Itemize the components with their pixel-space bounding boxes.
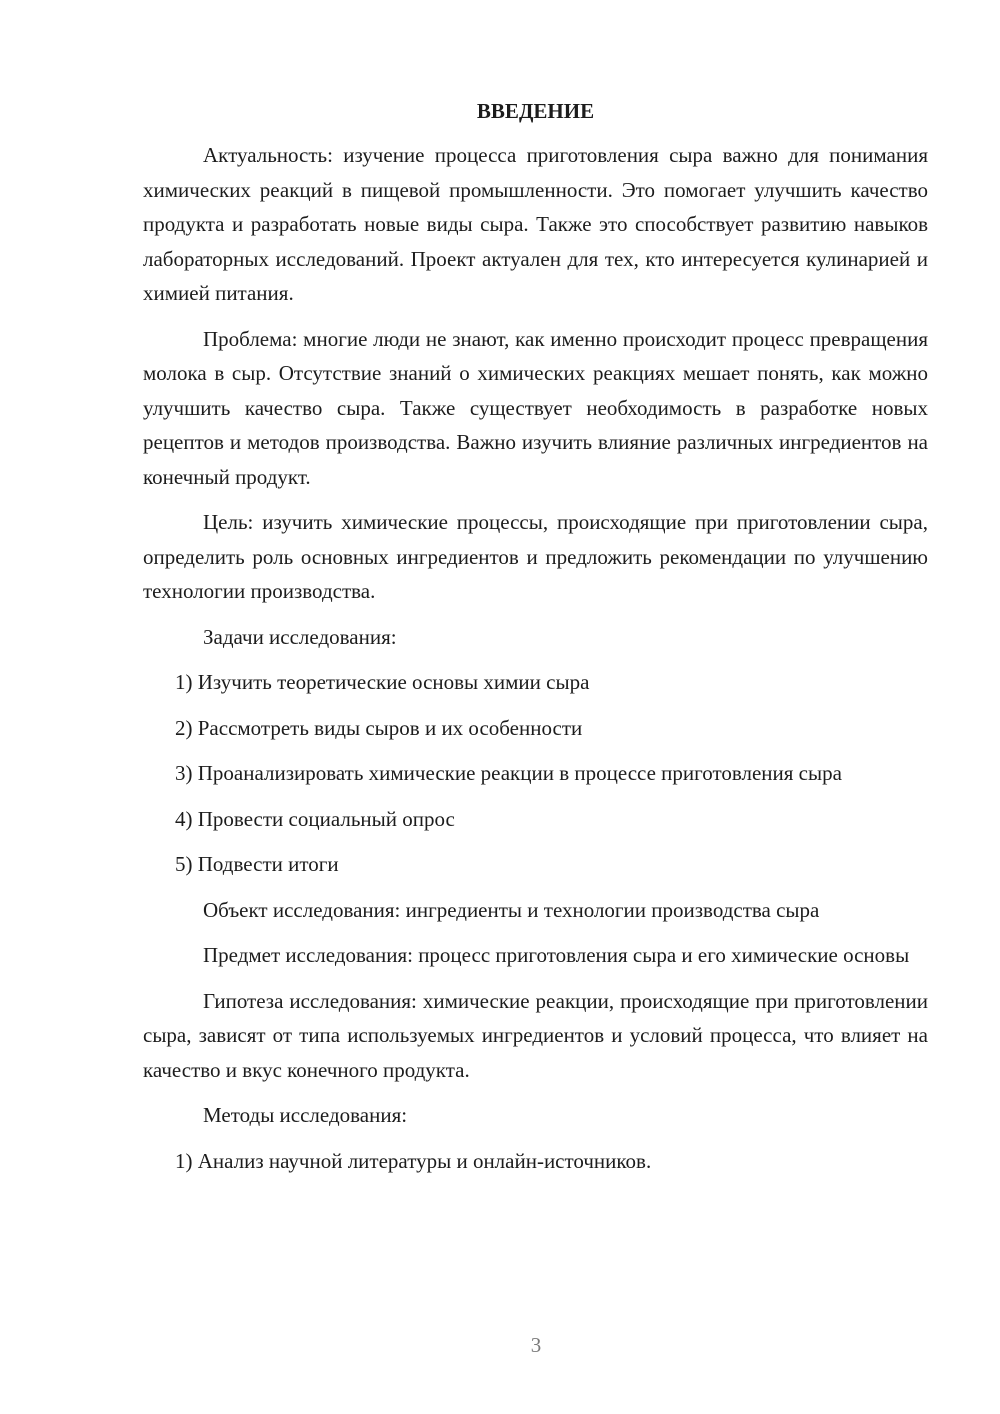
page-number: 3	[530, 1333, 542, 1357]
hypothesis-paragraph: Гипотеза исследования: химические реакции, происходящие при приготовлении сыра, зависят от типа используемых ингредиентов и условий процесса, что влияет на качество и вкус конечного продукта.	[143, 988, 928, 1082]
relevance-paragraph: Актуальность: изучение процесса приготовления сыра важно для понимания химических реакций в пищевой промышленности. Это помогает улучшить качество продукта и разработать новые виды сыра. Также это способствует развитию навыков лабораторных исследований. Проект актуален для тех, кто интересуется кулинарией и химией питания.	[143, 143, 928, 305]
subject-paragraph: Предмет исследования: процесс приготовления сыра и его химические основы	[203, 943, 910, 967]
tasks-label: Задачи исследования:	[203, 624, 397, 649]
method-item: 1) Анализ научной литературы и онлайн-источников.	[175, 1148, 652, 1173]
goal-paragraph: Цель: изучить химические процессы, происходящие при приготовлении сыра, определить роль основных ингредиентов и предложить рекомендации по улучшению технологии производства.	[143, 510, 928, 603]
task-item: 5) Подвести итоги	[175, 852, 339, 876]
problem-paragraph: Проблема: многие люди не знают, как именно происходит процесс превращения молока в сыр. Отсутствие знаний о химических реакциях мешает понять, как можно улучшить качество сыра. Также существует необходимость в разработке новых рецептов и методов производства. Важно изучить влияние различных ингредиентов на конечный продукт.	[143, 326, 928, 489]
page-content	[143, 96, 928, 1189]
task-item: 2) Рассмотреть виды сыров и их особенности	[175, 715, 583, 740]
task-item: 4) Провести социальный опрос	[175, 806, 455, 831]
methods-label: Методы исследования:	[203, 1103, 408, 1127]
page-title: ВВЕДЕНИЕ	[476, 99, 595, 123]
task-item: 3) Проанализировать химические реакции в процессе приготовления сыра	[175, 761, 842, 785]
object-paragraph: Объект исследования: ингредиенты и технологии производства сыра	[203, 897, 820, 922]
task-item: 1) Изучить теоретические основы химии сыра	[175, 670, 590, 694]
